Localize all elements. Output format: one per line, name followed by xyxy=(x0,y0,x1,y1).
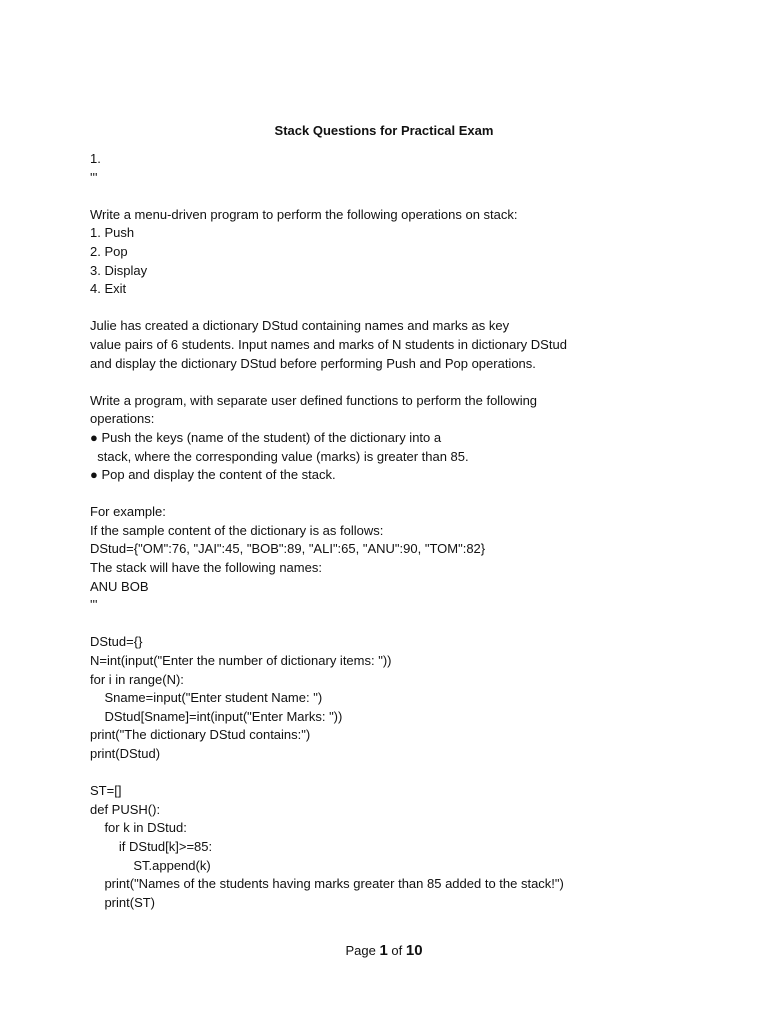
text-line: The stack will have the following names: xyxy=(90,560,322,576)
text-line: ST=[] xyxy=(90,783,122,799)
text-line: 4. Exit xyxy=(90,281,127,297)
blank-line xyxy=(90,485,730,504)
text-line: Julie has created a dictionary DStud containing names and marks as key xyxy=(90,318,510,334)
text-line: 3. Display xyxy=(90,262,148,278)
text-line: For example: xyxy=(90,504,166,520)
of-label: of xyxy=(391,943,403,958)
blank-line xyxy=(90,764,730,783)
text-line: if DStud[k]>=85: xyxy=(90,838,213,854)
text-line: def PUSH(): xyxy=(90,801,161,817)
text-line: ● Pop and display the content of the stack. xyxy=(90,467,336,483)
text-line: If the sample content of the dictionary is as follows: xyxy=(90,522,384,538)
page-footer xyxy=(0,941,768,961)
blank-line xyxy=(90,187,730,206)
text-line: and display the dictionary DStud before performing Push and Pop operations. xyxy=(90,355,536,371)
text-line: print("Names of the students having marks greater than 85 added to the stack!") xyxy=(90,876,564,892)
blank-line xyxy=(90,299,730,318)
text-line: 1. xyxy=(90,151,101,166)
text-line: print(DStud) xyxy=(90,746,161,761)
blank-line xyxy=(90,615,730,634)
text-line: ''' xyxy=(90,597,98,613)
text-line: DStud={"OM":76, "JAI":45, "BOB":89, "ALI":65, "ANU":90, "TOM":82} xyxy=(90,541,486,557)
text-line: Write a program, with separate user defined functions to perform the following xyxy=(90,392,538,408)
text-line: DStud[Sname]=int(input("Enter Marks: ")) xyxy=(90,708,343,724)
text-line: Write a menu-driven program to perform the following operations on stack: xyxy=(90,206,518,222)
text-line: N=int(input("Enter the number of dictionary items: ")) xyxy=(90,653,392,669)
page-label: Page xyxy=(345,943,376,958)
text-line: DStud={} xyxy=(90,634,143,650)
text-line: ''' xyxy=(90,169,98,185)
total-pages-number: 10 xyxy=(405,942,423,959)
text-line: ST.append(k) xyxy=(90,857,211,873)
text-line: for i in range(N): xyxy=(90,671,184,687)
text-line: ANU BOB xyxy=(90,578,149,594)
text-line: 2. Pop xyxy=(90,243,128,259)
blank-line xyxy=(90,373,730,392)
text-line: operations: xyxy=(90,411,155,427)
text-line: Sname=input("Enter student Name: ") xyxy=(90,690,323,706)
text-line: 1. Push xyxy=(90,225,135,241)
document-body xyxy=(90,150,730,912)
current-page-number: 1 xyxy=(379,942,388,959)
text-line: print("The dictionary DStud contains:") xyxy=(90,727,311,743)
text-line: print(ST) xyxy=(90,894,156,910)
text-line: for k in DStud: xyxy=(90,820,187,836)
document-title: Stack Questions for Practical Exam xyxy=(274,123,494,138)
text-line: ● Push the keys (name of the student) of the dictionary into a xyxy=(90,429,442,445)
text-line: stack, where the corresponding value (marks) is greater than 85. xyxy=(90,448,469,464)
text-line: value pairs of 6 students. Input names and marks of N students in dictionary DStud xyxy=(90,336,567,352)
